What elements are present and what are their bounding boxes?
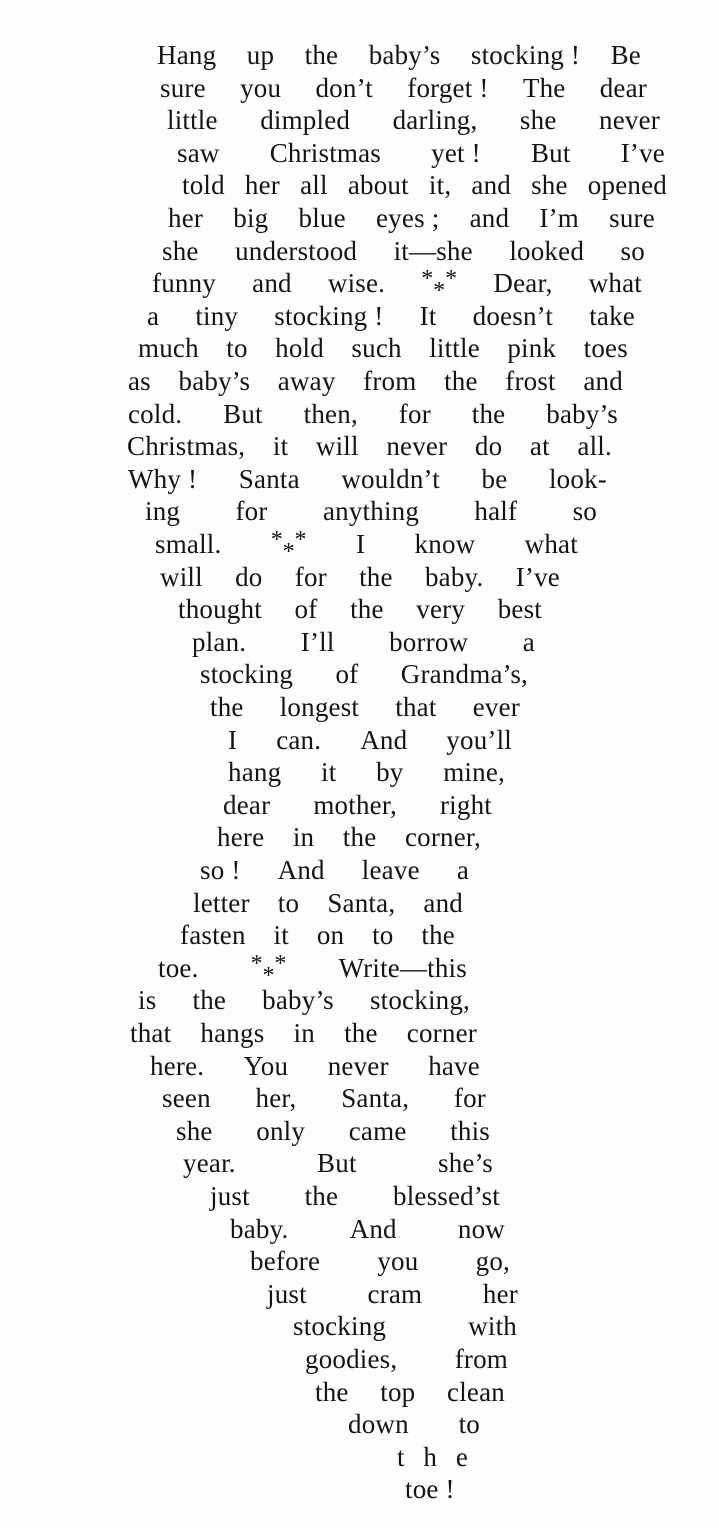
word: hang: [228, 757, 282, 787]
word: little: [429, 333, 480, 363]
word: she: [531, 170, 568, 200]
word: about: [347, 170, 409, 200]
word: can.: [276, 725, 322, 755]
word: Santa: [238, 464, 300, 494]
word: as: [128, 366, 151, 396]
word: then,: [303, 399, 358, 429]
word: from: [363, 366, 417, 396]
asterisk-glyph: *: [294, 527, 307, 553]
word: it: [273, 920, 289, 950]
poem-line: [160, 73, 647, 103]
word: for: [235, 496, 268, 526]
word: before: [250, 1246, 321, 1276]
word: never: [327, 1051, 389, 1081]
poem-line: [138, 333, 628, 363]
word: the: [192, 985, 227, 1015]
word: have: [428, 1051, 480, 1081]
word: year.: [183, 1148, 236, 1178]
asterism-mark-icon: [250, 951, 287, 989]
word: sure: [160, 73, 206, 103]
word: toes: [583, 333, 628, 363]
word: longest: [279, 692, 360, 722]
poem-line: [193, 888, 463, 918]
word: her: [244, 170, 280, 200]
word: for: [398, 399, 431, 429]
word: know: [414, 529, 476, 559]
word: wouldn’t: [341, 464, 440, 494]
word: do: [474, 431, 503, 461]
poem-line: [210, 1181, 500, 1211]
word: by: [376, 757, 404, 787]
asterisk-glyph: *: [433, 278, 446, 304]
poem-line: [130, 1018, 477, 1048]
word: on: [316, 920, 345, 950]
word: a: [456, 855, 469, 885]
poem-line: [182, 170, 667, 200]
word: saw: [177, 138, 220, 168]
word: dear: [223, 790, 271, 820]
word: opened: [587, 170, 667, 200]
word: Dear,: [493, 268, 553, 298]
word: the: [350, 594, 384, 624]
word: anything: [322, 496, 420, 526]
poem-line: [267, 1279, 518, 1309]
word: e: [455, 1442, 468, 1472]
word: to: [277, 888, 300, 918]
poem-line: [180, 920, 455, 950]
word: letter: [193, 888, 250, 918]
word: And: [360, 725, 408, 755]
word: now: [457, 1214, 505, 1244]
word: just: [267, 1279, 307, 1309]
word: baby.: [230, 1214, 289, 1244]
word: And: [277, 855, 325, 885]
word: to: [458, 1409, 480, 1439]
poem-line: [348, 1409, 480, 1439]
word: looked: [509, 236, 585, 266]
word: toe !: [405, 1474, 455, 1504]
poem-line: [138, 985, 470, 1015]
word: just: [210, 1181, 250, 1211]
word: will: [160, 562, 203, 592]
word: But: [530, 138, 571, 168]
word: the: [359, 562, 393, 592]
word: Christmas,: [127, 431, 246, 461]
word: baby’s: [178, 366, 251, 396]
word: the: [444, 366, 478, 396]
poem-line: [160, 562, 560, 592]
word: take: [589, 301, 635, 331]
poem-line: [178, 594, 542, 624]
word: dear: [599, 73, 647, 103]
word: But: [223, 399, 263, 429]
word: you: [240, 73, 282, 103]
asterisk-glyph: *: [262, 963, 275, 989]
word: I: [356, 529, 366, 559]
word: h: [423, 1442, 438, 1472]
poem-line: [200, 855, 469, 885]
asterisk-glyph: *: [421, 266, 434, 292]
asterisk-glyph: *: [270, 527, 283, 553]
asterisk-glyph: *: [274, 951, 287, 977]
word: be: [481, 464, 508, 494]
word: the: [304, 1181, 339, 1211]
word: Santa,: [327, 888, 396, 918]
word: cold.: [128, 399, 183, 429]
word: and: [423, 888, 463, 918]
word: leave: [361, 855, 420, 885]
word: and: [471, 170, 511, 200]
word: the: [304, 40, 339, 70]
word: at: [529, 431, 550, 461]
asterisk-glyph: *: [445, 266, 458, 292]
word: she: [162, 236, 199, 266]
word: wise.: [327, 268, 386, 298]
poem-line: [192, 627, 535, 657]
word: big: [233, 203, 269, 233]
word: so: [620, 236, 645, 266]
word: pink: [507, 333, 557, 363]
poem-line: [305, 1344, 508, 1374]
word: hangs: [200, 1018, 265, 1048]
word: only: [256, 1116, 306, 1146]
poem-line: [397, 1442, 468, 1472]
word: for: [453, 1083, 486, 1113]
poem-line: [155, 527, 578, 565]
word: look-: [548, 464, 607, 494]
word: and: [583, 366, 623, 396]
word: that: [130, 1018, 172, 1048]
word: the: [210, 692, 244, 722]
word: she’s: [437, 1148, 493, 1178]
poem-line: [176, 1116, 490, 1146]
poem-line: [158, 951, 467, 989]
word: so !: [200, 855, 241, 885]
word: blue: [298, 203, 346, 233]
word: up: [246, 40, 275, 70]
poem-line: [162, 1083, 486, 1113]
word: frost: [505, 366, 556, 396]
asterisk-glyph: *: [250, 951, 263, 977]
poem-line: [210, 692, 520, 722]
poem-line: [223, 790, 492, 820]
word: to: [226, 333, 248, 363]
word: I’ll: [300, 627, 335, 657]
word: ing: [145, 496, 181, 526]
poem-line: [128, 464, 607, 494]
poem-line: [250, 1246, 510, 1276]
word: in: [292, 822, 315, 852]
word: the: [315, 1377, 349, 1407]
word: for: [294, 562, 327, 592]
word: such: [351, 333, 402, 363]
word: and: [469, 203, 510, 233]
word: right: [439, 790, 492, 820]
word: it—she: [393, 236, 473, 266]
word: small.: [155, 529, 222, 559]
poem-line: [147, 301, 635, 331]
word: down: [348, 1409, 409, 1439]
word: I: [228, 725, 238, 755]
word: what: [524, 529, 578, 559]
word: Be: [610, 40, 641, 70]
word: all.: [577, 431, 612, 461]
word: to: [372, 920, 394, 950]
word: baby.: [424, 562, 484, 592]
word: do: [235, 562, 263, 592]
word: you’ll: [446, 725, 512, 755]
poem-line: [145, 496, 597, 526]
word: this: [450, 1116, 490, 1146]
word: plan.: [192, 627, 247, 657]
word: baby’s: [262, 985, 334, 1015]
word: the: [471, 399, 506, 429]
word: she: [176, 1116, 213, 1146]
word: darling,: [392, 105, 478, 135]
word: cram: [367, 1279, 423, 1309]
word: corner: [406, 1018, 477, 1048]
word: I’ve: [515, 562, 560, 592]
poem-line: [228, 757, 505, 787]
poem-line: [293, 1311, 517, 1341]
word: Hang: [157, 40, 217, 70]
asterisk-glyph: *: [282, 539, 295, 565]
word: corner,: [404, 822, 481, 852]
poem-line: [230, 1214, 505, 1244]
poem-line: [200, 659, 528, 689]
poem-line: [315, 1377, 505, 1407]
word: a: [147, 301, 160, 331]
word: toe.: [158, 953, 199, 983]
poem-line: [167, 105, 660, 135]
word: mine,: [443, 757, 505, 787]
word: borrow: [389, 627, 469, 657]
word: Grandma’s,: [400, 659, 528, 689]
word: stocking: [293, 1311, 387, 1341]
word: told: [182, 170, 225, 200]
word: goodies,: [305, 1344, 398, 1374]
word: what: [588, 268, 642, 298]
poem-line: [177, 138, 665, 168]
word: dimpled: [260, 105, 351, 135]
word: all: [300, 170, 328, 200]
word: stocking,: [369, 985, 470, 1015]
word: It: [419, 301, 437, 331]
word: the: [342, 822, 377, 852]
word: ever: [472, 692, 520, 722]
word: doesn’t: [472, 301, 554, 331]
word: yet !: [431, 138, 481, 168]
word: go,: [475, 1246, 510, 1276]
word: I’m: [539, 203, 579, 233]
word: in: [293, 1018, 315, 1048]
word: seen: [162, 1083, 211, 1113]
word: stocking: [200, 659, 294, 689]
word: Santa,: [341, 1083, 410, 1113]
word: is: [138, 985, 157, 1015]
word: top: [380, 1377, 416, 1407]
word: mother,: [313, 790, 397, 820]
word: never: [386, 431, 448, 461]
poem-line: [152, 266, 642, 304]
word: came: [348, 1116, 407, 1146]
word: blessed’st: [393, 1181, 500, 1211]
word: it: [272, 431, 289, 461]
word: the: [344, 1018, 378, 1048]
poem-line: [162, 236, 645, 266]
word: understood: [235, 236, 358, 266]
word: you: [377, 1246, 419, 1276]
word: don’t: [315, 73, 373, 103]
asterism-mark-icon: [270, 527, 307, 565]
word: from: [454, 1344, 508, 1374]
asterism-mark-icon: [421, 266, 458, 304]
word: The: [522, 73, 566, 103]
word: her: [168, 203, 204, 233]
word: never: [599, 105, 660, 135]
word: a: [522, 627, 535, 657]
word: eyes ;: [376, 203, 440, 233]
poem-line: [217, 822, 481, 852]
word: with: [468, 1311, 517, 1341]
word: tiny: [195, 301, 239, 331]
word: the: [421, 920, 455, 950]
word: so: [572, 496, 597, 526]
word: that: [395, 692, 437, 722]
word: will: [315, 431, 359, 461]
word: And: [349, 1214, 397, 1244]
word: half: [474, 496, 518, 526]
word: Christmas: [269, 138, 382, 168]
poem-line: [405, 1474, 465, 1504]
word: very: [416, 594, 466, 624]
word: fasten: [180, 920, 246, 950]
word: here: [217, 822, 265, 852]
poem-line: [128, 399, 618, 429]
word: little: [167, 105, 218, 135]
word: You: [243, 1051, 289, 1081]
poem-line: [168, 203, 655, 233]
word: and: [252, 268, 292, 298]
word: baby’s: [368, 40, 441, 70]
poem-line: [228, 725, 512, 755]
word: But: [317, 1148, 357, 1178]
word: Write—this: [338, 953, 467, 983]
word: thought: [178, 594, 262, 624]
word: stocking !: [470, 40, 581, 70]
word: clean: [447, 1377, 505, 1407]
word: I’ve: [620, 138, 665, 168]
poem-line: [127, 431, 612, 461]
word: away: [277, 366, 336, 396]
word: it: [321, 757, 337, 787]
word: her,: [255, 1083, 297, 1113]
poem-line: [150, 1051, 480, 1081]
word: forget !: [407, 73, 489, 103]
word: of: [294, 594, 318, 624]
word: funny: [152, 268, 216, 298]
word: her: [482, 1279, 518, 1309]
word: much: [138, 333, 199, 363]
word: it,: [428, 170, 452, 200]
word: baby’s: [546, 399, 618, 429]
word: Why !: [128, 464, 198, 494]
word: stocking !: [274, 301, 384, 331]
poem-line: [128, 366, 623, 396]
word: hold: [275, 333, 324, 363]
word: sure: [609, 203, 655, 233]
poem-line: [157, 40, 641, 70]
word: of: [335, 659, 359, 689]
word: best: [497, 594, 542, 624]
word: she: [519, 105, 557, 135]
poem-line: [183, 1148, 493, 1178]
word: here.: [150, 1051, 205, 1081]
word: t: [397, 1442, 405, 1472]
